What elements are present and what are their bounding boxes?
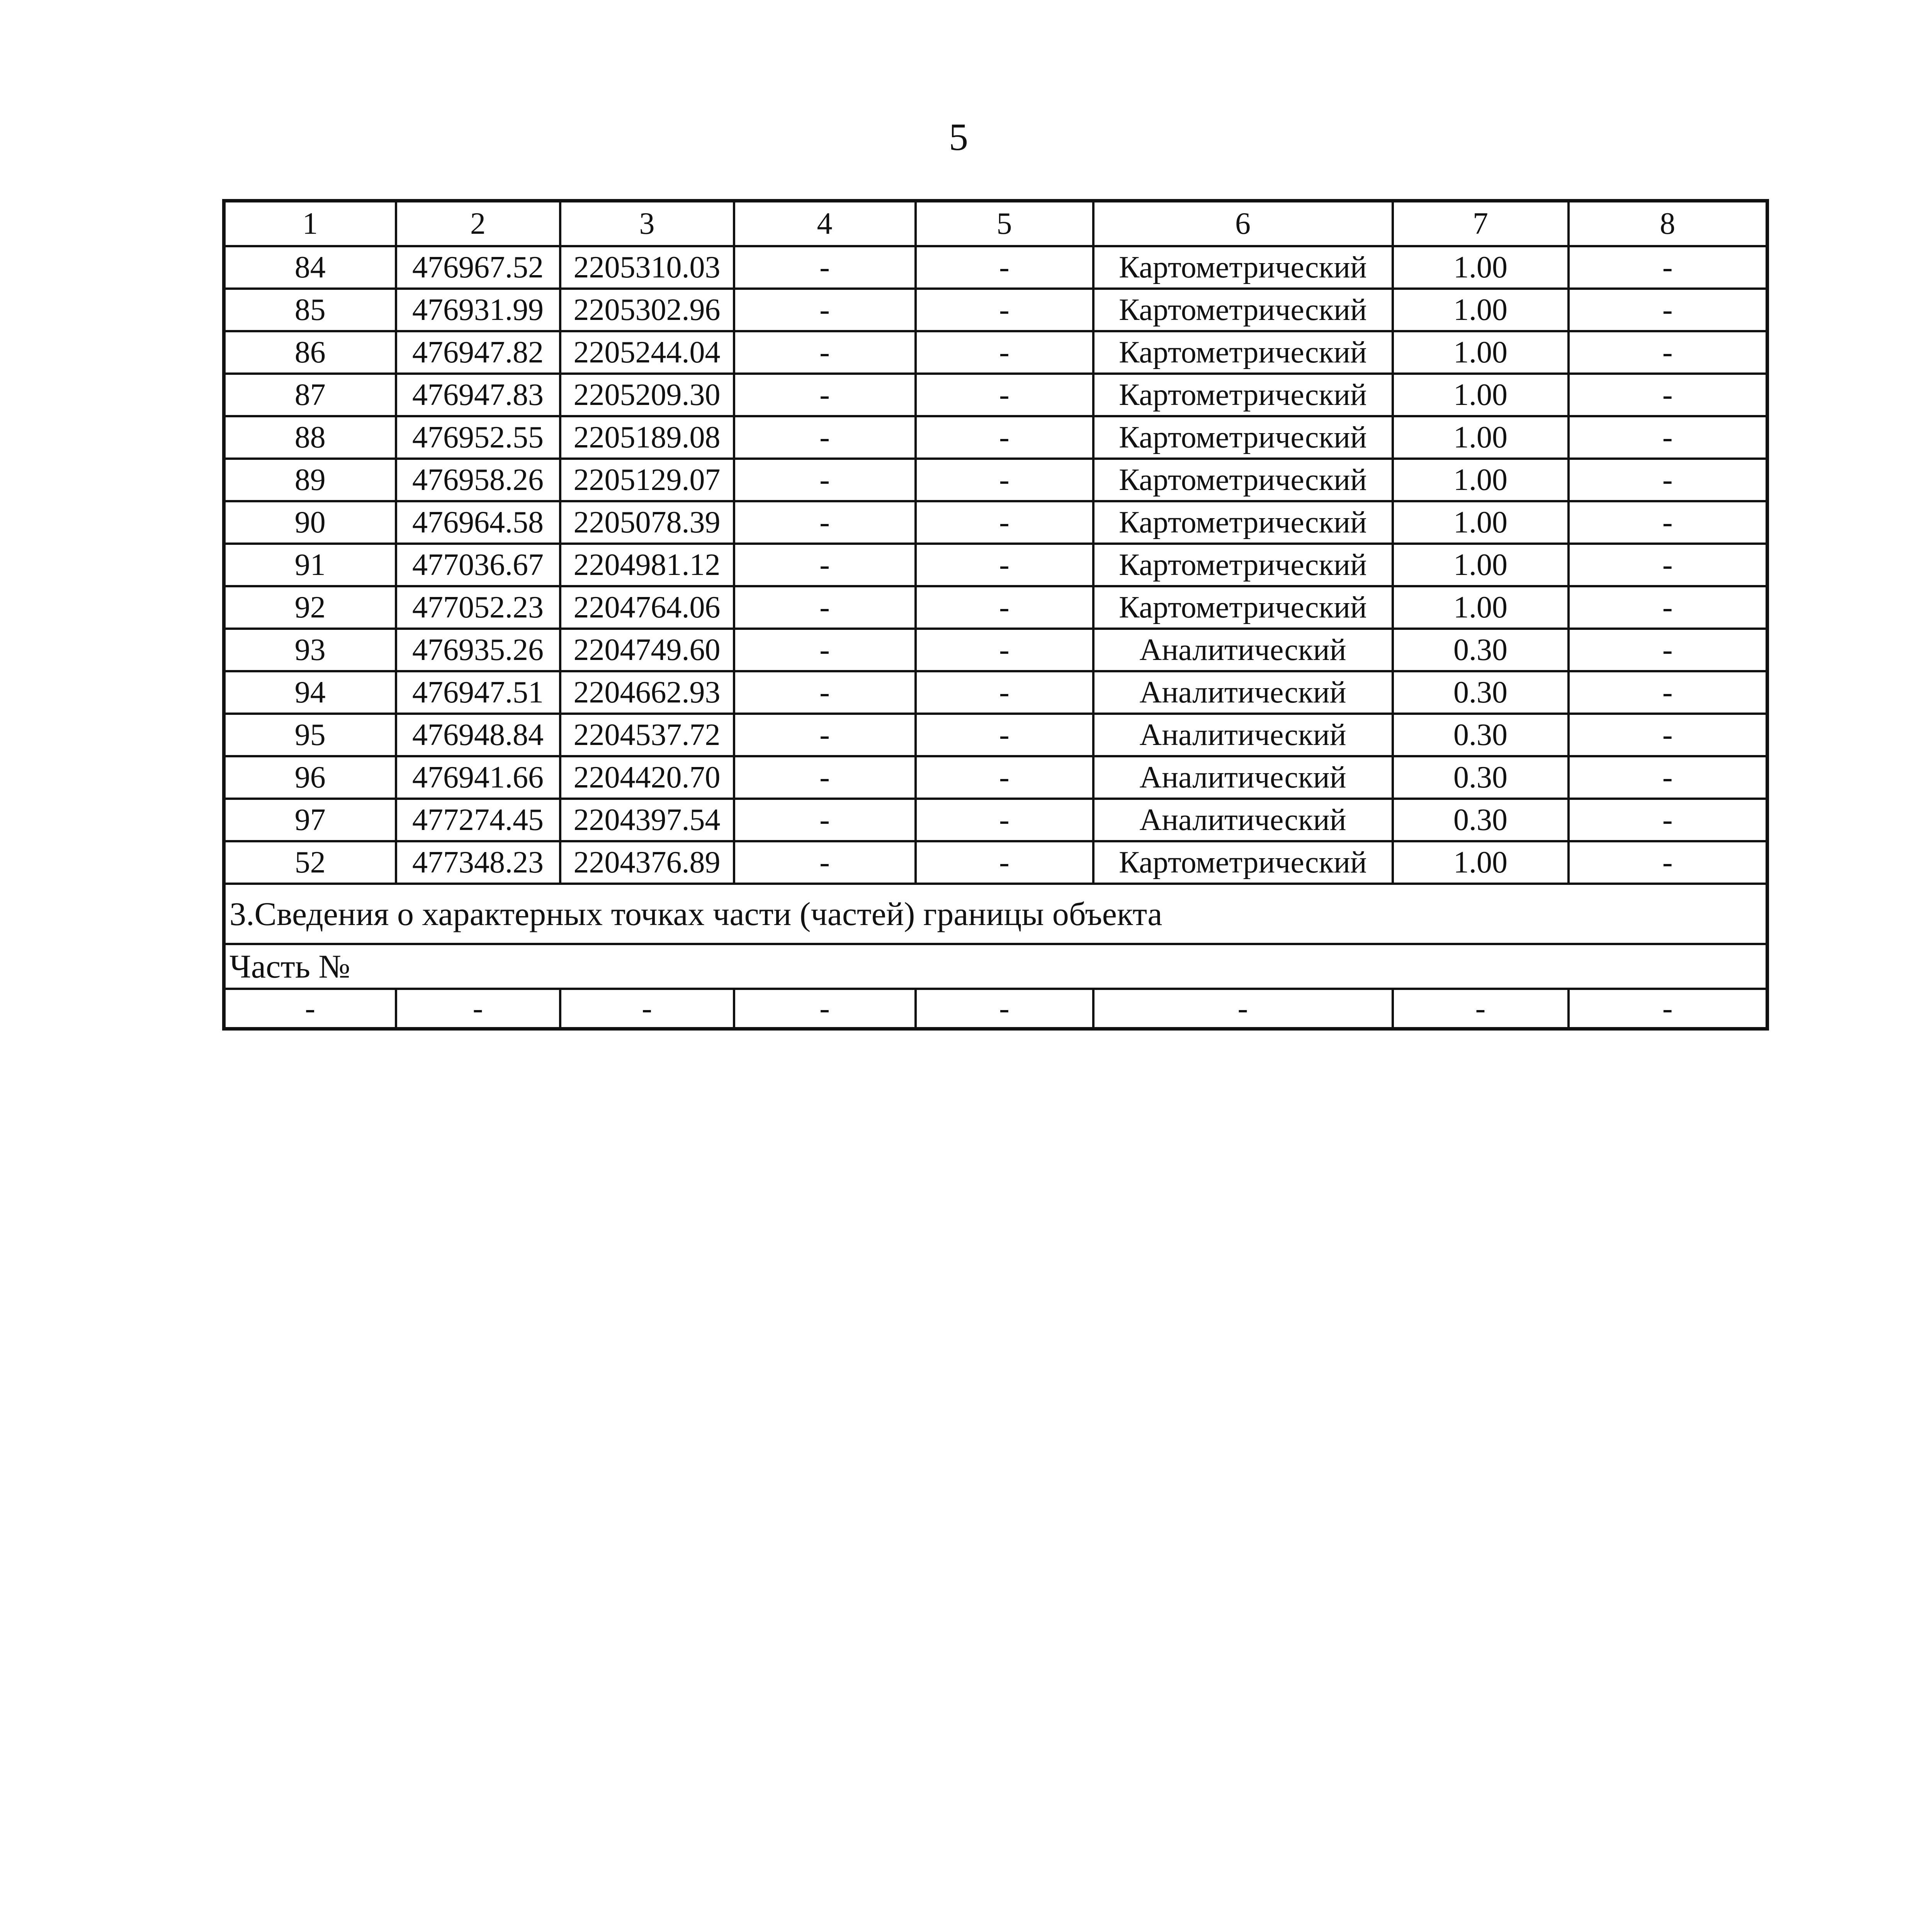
column-4-value: -	[734, 416, 916, 459]
section-title-row	[224, 884, 1767, 944]
column-8-value: -	[1569, 714, 1767, 756]
column-5-value: -	[916, 246, 1093, 289]
column-5-value: -	[916, 331, 1093, 374]
column-8-value: -	[1569, 331, 1767, 374]
coordinate-x: 476931.99	[396, 289, 560, 331]
method: Картометрический	[1093, 374, 1393, 416]
point-number: 52	[224, 841, 396, 884]
table-row	[224, 586, 1767, 629]
coordinate-y: 2204420.70	[560, 756, 734, 799]
table-row	[224, 544, 1767, 586]
point-number: 94	[224, 671, 396, 714]
column-4-value: -	[734, 289, 916, 331]
method: Аналитический	[1093, 756, 1393, 799]
accuracy: 1.00	[1393, 841, 1569, 884]
table-row	[224, 799, 1767, 841]
coordinates-table-container	[222, 199, 1766, 1031]
method: Картометрический	[1093, 501, 1393, 544]
column-5-value: -	[916, 671, 1093, 714]
column-8-value: -	[1569, 501, 1767, 544]
column-4-value: -	[734, 501, 916, 544]
column-5-value: -	[916, 799, 1093, 841]
accuracy: 1.00	[1393, 289, 1569, 331]
point-number: 90	[224, 501, 396, 544]
point-number: 91	[224, 544, 396, 586]
column-header: 6	[1093, 201, 1393, 247]
table-row	[224, 246, 1767, 289]
coordinate-x: 476948.84	[396, 714, 560, 756]
coordinate-x: 476964.58	[396, 501, 560, 544]
accuracy: 0.30	[1393, 671, 1569, 714]
method: Картометрический	[1093, 331, 1393, 374]
table-row	[224, 671, 1767, 714]
method: Аналитический	[1093, 629, 1393, 671]
table-row	[224, 841, 1767, 884]
coordinate-y: 2204662.93	[560, 671, 734, 714]
column-5-value: -	[916, 544, 1093, 586]
column-4-value: -	[734, 544, 916, 586]
part-cell: -	[396, 989, 560, 1029]
method: Картометрический	[1093, 586, 1393, 629]
point-number: 84	[224, 246, 396, 289]
table-row	[224, 289, 1767, 331]
part-label: Часть №	[224, 944, 1767, 989]
table-row	[224, 374, 1767, 416]
table-row	[224, 331, 1767, 374]
column-header: 8	[1569, 201, 1767, 247]
coordinate-y: 2205078.39	[560, 501, 734, 544]
method: Аналитический	[1093, 714, 1393, 756]
point-number: 85	[224, 289, 396, 331]
column-5-value: -	[916, 714, 1093, 756]
method: Картометрический	[1093, 544, 1393, 586]
column-8-value: -	[1569, 586, 1767, 629]
method: Картометрический	[1093, 289, 1393, 331]
part-cell: -	[1393, 989, 1569, 1029]
column-header: 2	[396, 201, 560, 247]
part-cell: -	[224, 989, 396, 1029]
point-number: 95	[224, 714, 396, 756]
column-4-value: -	[734, 374, 916, 416]
column-8-value: -	[1569, 629, 1767, 671]
coordinate-x: 476947.82	[396, 331, 560, 374]
accuracy: 0.30	[1393, 756, 1569, 799]
coordinate-y: 2205310.03	[560, 246, 734, 289]
column-4-value: -	[734, 246, 916, 289]
column-8-value: -	[1569, 671, 1767, 714]
coordinate-y: 2204764.06	[560, 586, 734, 629]
table-row	[224, 714, 1767, 756]
column-header: 3	[560, 201, 734, 247]
coordinate-y: 2204376.89	[560, 841, 734, 884]
coordinate-x: 477348.23	[396, 841, 560, 884]
page-number: 5	[949, 116, 968, 158]
accuracy: 1.00	[1393, 331, 1569, 374]
coordinate-y: 2204981.12	[560, 544, 734, 586]
part-label-row	[224, 944, 1767, 989]
accuracy: 1.00	[1393, 459, 1569, 501]
column-8-value: -	[1569, 416, 1767, 459]
method: Картометрический	[1093, 416, 1393, 459]
part-cell: -	[1093, 989, 1393, 1029]
coordinate-x: 476958.26	[396, 459, 560, 501]
coordinate-y: 2205244.04	[560, 331, 734, 374]
column-8-value: -	[1569, 374, 1767, 416]
table-row	[224, 501, 1767, 544]
column-4-value: -	[734, 459, 916, 501]
accuracy: 1.00	[1393, 374, 1569, 416]
coordinate-y: 2204397.54	[560, 799, 734, 841]
accuracy: 1.00	[1393, 246, 1569, 289]
column-4-value: -	[734, 799, 916, 841]
column-4-value: -	[734, 714, 916, 756]
point-number: 88	[224, 416, 396, 459]
coordinate-x: 476947.51	[396, 671, 560, 714]
column-header: 1	[224, 201, 396, 247]
coordinate-x: 477052.23	[396, 586, 560, 629]
column-5-value: -	[916, 289, 1093, 331]
column-5-value: -	[916, 629, 1093, 671]
column-header: 5	[916, 201, 1093, 247]
column-5-value: -	[916, 501, 1093, 544]
column-4-value: -	[734, 586, 916, 629]
column-5-value: -	[916, 841, 1093, 884]
accuracy: 1.00	[1393, 416, 1569, 459]
column-4-value: -	[734, 331, 916, 374]
table-row	[224, 756, 1767, 799]
column-8-value: -	[1569, 459, 1767, 501]
coordinate-x: 476941.66	[396, 756, 560, 799]
point-number: 89	[224, 459, 396, 501]
accuracy: 1.00	[1393, 544, 1569, 586]
accuracy: 0.30	[1393, 629, 1569, 671]
coordinate-y: 2205209.30	[560, 374, 734, 416]
column-4-value: -	[734, 841, 916, 884]
column-8-value: -	[1569, 289, 1767, 331]
point-number: 96	[224, 756, 396, 799]
coordinate-y: 2204749.60	[560, 629, 734, 671]
column-5-value: -	[916, 416, 1093, 459]
table-row	[224, 459, 1767, 501]
part-cell: -	[560, 989, 734, 1029]
accuracy: 1.00	[1393, 586, 1569, 629]
coordinate-x: 476952.55	[396, 416, 560, 459]
point-number: 87	[224, 374, 396, 416]
table-header-row	[224, 201, 1767, 247]
method: Картометрический	[1093, 841, 1393, 884]
point-number: 97	[224, 799, 396, 841]
column-header: 7	[1393, 201, 1569, 247]
column-8-value: -	[1569, 756, 1767, 799]
column-8-value: -	[1569, 841, 1767, 884]
accuracy: 0.30	[1393, 714, 1569, 756]
point-number: 93	[224, 629, 396, 671]
coordinate-y: 2205302.96	[560, 289, 734, 331]
column-5-value: -	[916, 374, 1093, 416]
column-4-value: -	[734, 629, 916, 671]
coordinates-table	[222, 199, 1769, 1031]
method: Аналитический	[1093, 671, 1393, 714]
coordinate-y: 2204537.72	[560, 714, 734, 756]
part-data-row	[224, 989, 1767, 1029]
column-8-value: -	[1569, 246, 1767, 289]
column-4-value: -	[734, 671, 916, 714]
coordinate-y: 2205129.07	[560, 459, 734, 501]
column-header: 4	[734, 201, 916, 247]
table-row	[224, 629, 1767, 671]
part-cell: -	[1569, 989, 1767, 1029]
coordinate-x: 476967.52	[396, 246, 560, 289]
column-5-value: -	[916, 459, 1093, 501]
point-number: 92	[224, 586, 396, 629]
column-5-value: -	[916, 586, 1093, 629]
coordinate-y: 2205189.08	[560, 416, 734, 459]
coordinate-x: 476935.26	[396, 629, 560, 671]
column-8-value: -	[1569, 544, 1767, 586]
method: Аналитический	[1093, 799, 1393, 841]
table-row	[224, 416, 1767, 459]
coordinate-x: 476947.83	[396, 374, 560, 416]
coordinate-x: 477036.67	[396, 544, 560, 586]
accuracy: 1.00	[1393, 501, 1569, 544]
point-number: 86	[224, 331, 396, 374]
section-title: 3.Сведения о характерных точках части (частей) границы объекта	[224, 884, 1767, 944]
column-4-value: -	[734, 756, 916, 799]
part-cell: -	[734, 989, 916, 1029]
method: Картометрический	[1093, 246, 1393, 289]
part-cell: -	[916, 989, 1093, 1029]
coordinate-x: 477274.45	[396, 799, 560, 841]
column-5-value: -	[916, 756, 1093, 799]
accuracy: 0.30	[1393, 799, 1569, 841]
method: Картометрический	[1093, 459, 1393, 501]
column-8-value: -	[1569, 799, 1767, 841]
